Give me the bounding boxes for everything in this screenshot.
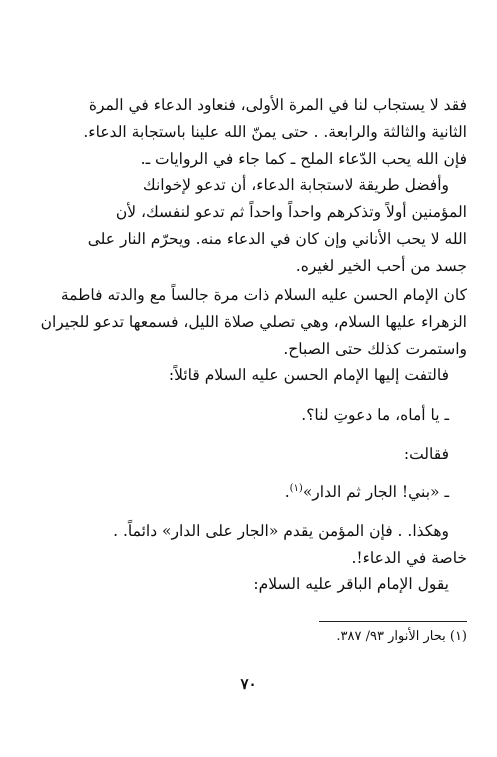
paragraph-line: يقول الإمام الباقر عليه السلام: — [253, 575, 449, 593]
paragraph-7 — [31, 479, 467, 506]
paragraph-2 — [31, 172, 467, 280]
paragraph-line: جسد من أحب الخير لغيره. — [295, 257, 467, 275]
footnote: (١) بحار الأنوار ٩٣/ ٣٨٧. — [336, 629, 467, 644]
paragraph-line: الله لا يحب الأناني وإن كان في الدعاء منه. ويحرّم النار على — [87, 230, 467, 248]
paragraph-line: كان الإمام الحسن عليه السلام ذات مرة جالساً مع والدته فاطمة — [60, 286, 467, 304]
paragraph-line: خاصة في الدعاء!. — [351, 549, 467, 567]
paragraph-text: ـ «بني! الجار ثم الدار» — [302, 483, 449, 501]
paragraph-line: فإن الله يحب الدّعاء الملح ـ كما جاء في الروايات ـ. — [140, 150, 467, 168]
paragraph-line: فالتفت إليها الإمام الحسن عليه السلام قائلاً: — [168, 366, 449, 384]
footnote-marker: (١) — [289, 482, 303, 494]
paragraph-8 — [31, 518, 467, 572]
footnote-divider — [319, 621, 467, 622]
paragraph-line: الزهراء عليها السلام، وهي تصلي صلاة الليل، فسمعها تدعو للجيران — [40, 313, 467, 331]
paragraph-line: ـ يا أماه، ما دعوتِ لنا؟. — [301, 406, 449, 424]
paragraph-line: واستمرت كذلك حتى الصباح. — [283, 340, 467, 358]
paragraph-1 — [31, 92, 467, 173]
paragraph-line: وأفضل طريقة لاستجابة الدعاء، أن تدعو لإخوانك — [142, 176, 449, 194]
paragraph-line: فقد لا يستجاب لنا في المرة الأولى، فنعاود الدعاء في المرة — [88, 96, 467, 114]
paragraph-9 — [31, 571, 467, 598]
page-number: ٧٠ — [240, 675, 257, 693]
paragraph-3 — [31, 282, 467, 363]
paragraph-line: وهكذا. . فإن المؤمن يقدم «الجار على الدار» دائماً. . — [113, 522, 449, 540]
paragraph-line: فقالت: — [403, 445, 449, 463]
paragraph-line: ـ «بني! الجار ثم الدار»$^{(١)}$. — [284, 482, 449, 501]
paragraph-line: الثانية والثالثة والرابعة. . حتى يمنّ الله علينا باستجابة الدعاء. — [83, 123, 467, 141]
paragraph-line: المؤمنين أولاً وتذكرهم واحداً واحداً ثم تدعو لنفسك، لأن — [115, 203, 467, 221]
paragraph-6 — [31, 441, 467, 468]
paragraph-4 — [31, 362, 467, 389]
paragraph-5 — [31, 402, 467, 429]
